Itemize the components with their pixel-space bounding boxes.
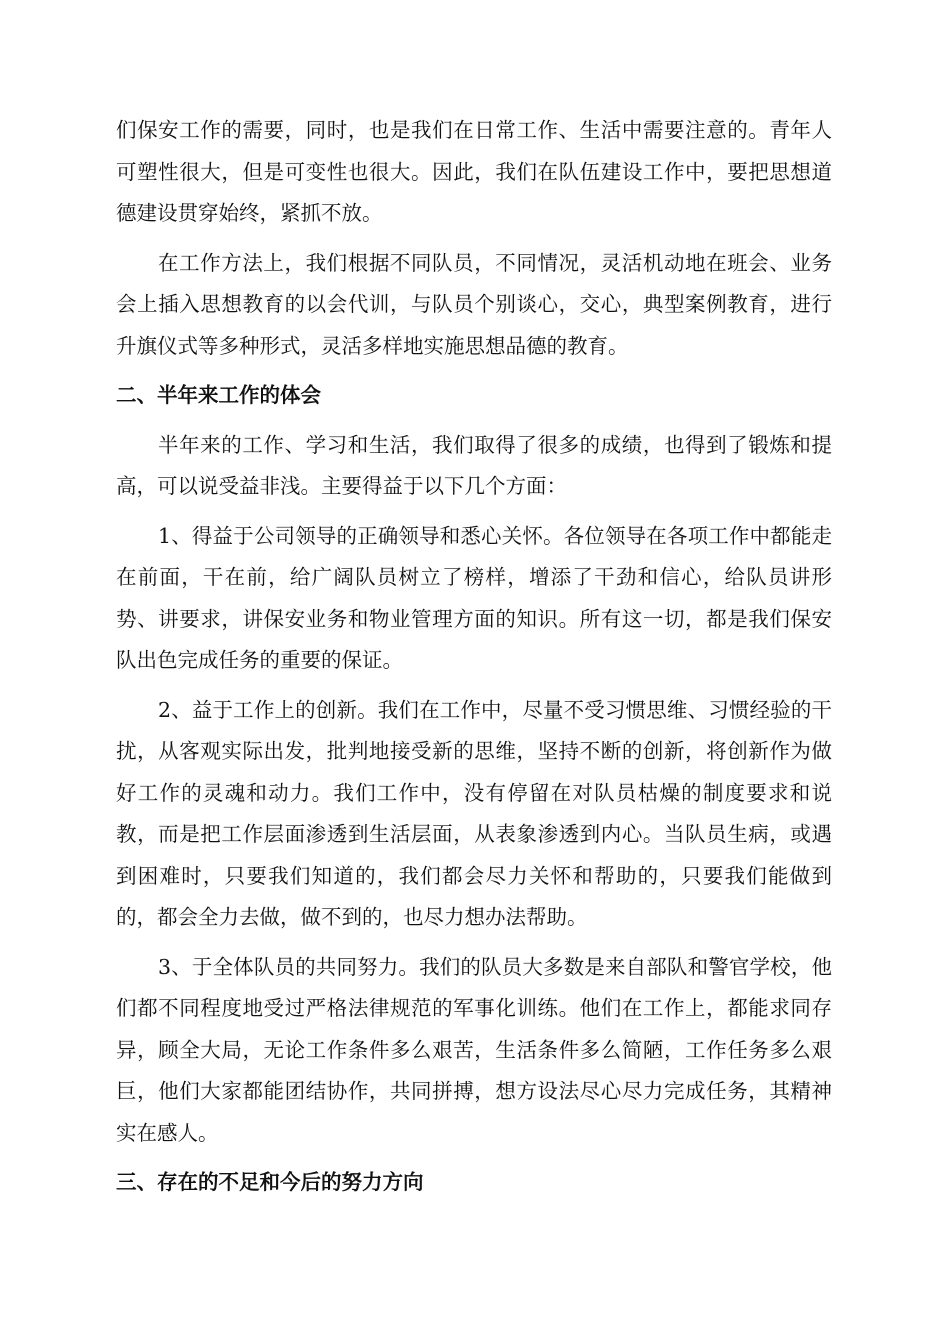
paragraph-item-3: 3、于全体队员的共同努力。我们的队员大多数是来自部队和警官学校，他们都不同程度地受过严格法律规范的军事化训练。他们在工作上，都能求同存异，顾全大局，无论工作条件多么艰苦，生活条件多么简陋，工作任务多么艰巨，他们大家都能团结协作，共同拼搏，想方设法尽心尽力完成任务，其精神实在感人。 — [116, 954, 832, 1145]
paragraph-experience-intro: 半年来的工作、学习和生活，我们取得了很多的成绩，也得到了锻炼和提高，可以说受益非浅。主要得益于以下几个方面： — [116, 432, 832, 498]
document-body — [116, 110, 832, 1212]
paragraph-item-2: 2、益于工作上的创新。我们在工作中，尽量不受习惯思维、习惯经验的干扰，从客观实际出发，批判地接受新的思维，坚持不断的创新，将创新作为做好工作的灵魂和动力。我们工作中，没有停留在对队员枯燥的制度要求和说教，而是把工作层面渗透到生活层面，从表象渗透到内心。当队员生病，或遇到困难时，只要我们知道的，我们都会尽力关怀和帮助的，只要我们能做到的，都会全力去做，做不到的，也尽力想办法帮助。 — [116, 697, 832, 929]
paragraph-work-method: 在工作方法上，我们根据不同队员，不同情况，灵活机动地在班会、业务会上插入思想教育的以会代训，与队员个别谈心，交心，典型案例教育，进行升旗仪式等多种形式，灵活多样地实施思想品德的教育。 — [116, 250, 832, 358]
paragraph-continuation: 们保安工作的需要，同时，也是我们在日常工作、生活中需要注意的。青年人可塑性很大，但是可变性也很大。因此，我们在队伍建设工作中，要把思想道德建设贯穿始终，紧抓不放。 — [116, 118, 832, 225]
paragraph-item-1: 1、得益于公司领导的正确领导和悉心关怀。各位领导在各项工作中都能走在前面，干在前，给广阔队员树立了榜样，增添了干劲和信心，给队员讲形势、讲要求，讲保安业务和物业管理方面的知识。所有这一切，都是我们保安队出色完成任务的重要的保证。 — [116, 523, 832, 672]
section-heading-experience: 二、半年来工作的体会 — [116, 383, 321, 407]
section-heading-shortcomings: 三、存在的不足和今后的努力方向 — [116, 1170, 424, 1194]
